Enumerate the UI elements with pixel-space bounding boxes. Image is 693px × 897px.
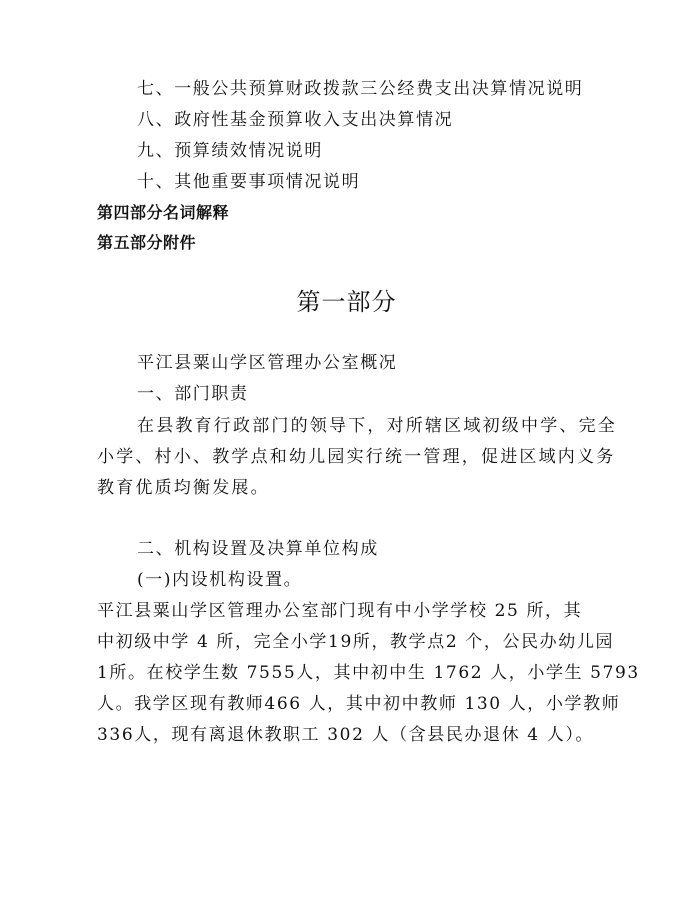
duties-paragraph-line: 在县教育行政部门的领导下，对所辖区域初级中学、完全 bbox=[137, 416, 617, 436]
section-title: 第一部分 bbox=[296, 288, 397, 316]
org-sub-heading: (一)内设机构设置。 bbox=[137, 570, 303, 590]
overview-title: 平江县粟山学区管理办公室概况 bbox=[137, 353, 398, 373]
toc-part-5: 第五部分附件 bbox=[97, 233, 197, 252]
duties-paragraph-line: 小学、村小、教学点和幼儿园实行统一管理，促进区域内义务 bbox=[97, 447, 616, 467]
duties-paragraph-line: 教育优质均衡发展。 bbox=[97, 478, 270, 498]
org-paragraph-line: 1所。在校学生数 7555人，其中初中生 1762 人，小学生 5793 bbox=[97, 663, 640, 683]
toc-item-8: 八、政府性基金预算收入支出决算情况 bbox=[137, 110, 454, 130]
org-paragraph-line: 中初级中学 4 所，完全小学19所，教学点2 个，公民办幼儿园 bbox=[97, 632, 615, 652]
org-paragraph-line: 336人，现有离退休教职工 302 人（含县民办退休 4 人）。 bbox=[97, 725, 595, 745]
toc-item-10: 十、其他重要事项情况说明 bbox=[137, 172, 361, 192]
duties-heading: 一、部门职责 bbox=[137, 384, 249, 404]
org-paragraph-line: 人。我学区现有教师466 人，其中初中教师 130 人，小学教师 bbox=[97, 694, 621, 714]
toc-item-7: 七、一般公共预算财政拨款三公经费支出决算情况说明 bbox=[137, 79, 584, 99]
org-paragraph-line: 平江县粟山学区管理办公室部门现有中小学学校 25 所，其 bbox=[97, 601, 583, 621]
org-heading: 二、机构设置及决算单位构成 bbox=[137, 539, 379, 559]
toc-part-4: 第四部分名词解释 bbox=[97, 203, 230, 222]
toc-item-9: 九、预算绩效情况说明 bbox=[137, 141, 323, 161]
